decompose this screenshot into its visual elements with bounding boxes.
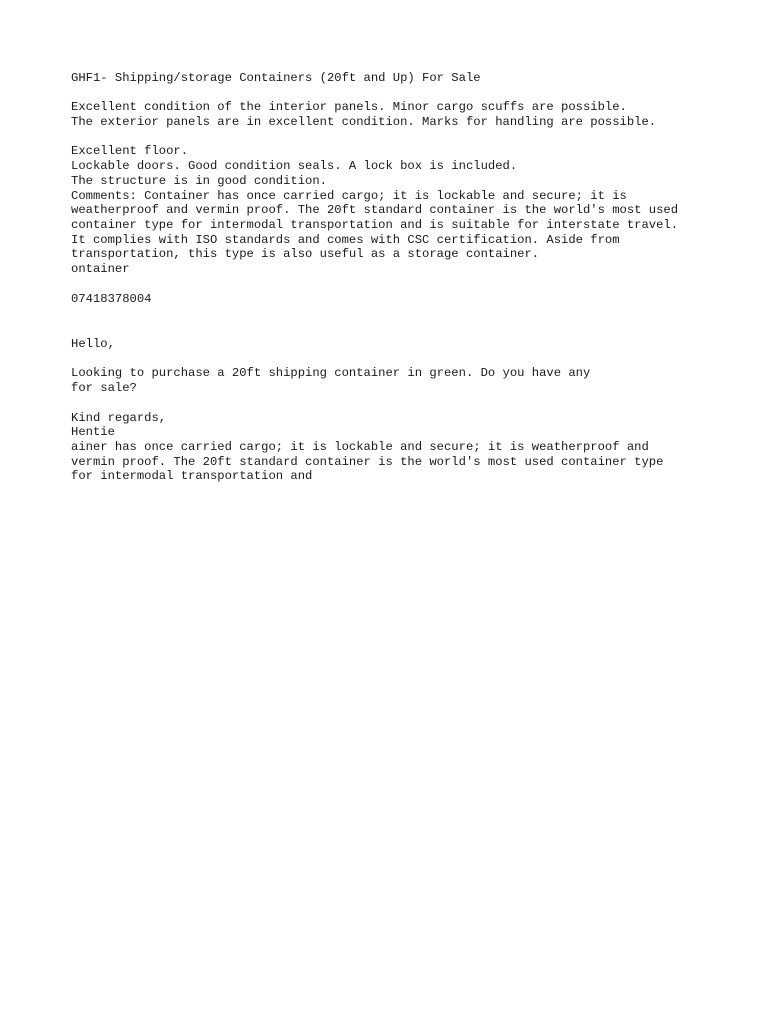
closing-line: ainer has once carried cargo; it is lockable and secure; it is weatherproof and <box>71 439 649 454</box>
greeting: Hello, <box>71 337 115 352</box>
phone-number: 07418378004 <box>71 292 152 307</box>
detail-line: Excellent floor. <box>71 144 189 159</box>
detail-line: ontainer <box>71 262 130 277</box>
spacer <box>71 86 731 101</box>
detail-line: Comments: Container has once carried cargo; it is lockable and secure; it is <box>71 188 627 203</box>
condition-line: The exterior panels are in excellent condition. Marks for handling are possible. <box>71 115 657 130</box>
spacer <box>71 352 731 367</box>
message-line: for sale? <box>71 381 137 396</box>
detail-line: It complies with ISO standards and comes with CSC certification. Aside from <box>71 232 620 247</box>
spacer <box>71 130 731 145</box>
detail-line: The structure is in good condition. <box>71 173 327 188</box>
message-line: Looking to purchase a 20ft shipping container in green. Do you have any <box>71 366 591 381</box>
document-body <box>71 71 731 484</box>
closing-line: for intermodal transportation and <box>71 469 313 484</box>
document-title: GHF1- Shipping/storage Containers (20ft and Up) For Sale <box>71 71 481 85</box>
closing-line: vermin proof. The 20ft standard container is the world's most used container type <box>71 454 664 469</box>
detail-line: container type for intermodal transportation and is suitable for interstate travel. <box>71 218 679 232</box>
detail-line: transportation, this type is also useful as a storage container. <box>71 247 540 262</box>
condition-line: Excellent condition of the interior panels. Minor cargo scuffs are possible. <box>71 100 627 115</box>
detail-line: weatherproof and vermin proof. The 20ft standard container is the world's most used <box>71 203 679 218</box>
closing-line: Hentie <box>71 425 115 440</box>
spacer <box>71 277 731 293</box>
detail-line: Lockable doors. Good condition seals. A lock box is included. <box>71 159 518 174</box>
spacer <box>71 396 731 411</box>
spacer <box>71 307 731 337</box>
closing-line: Kind regards, <box>71 410 167 425</box>
